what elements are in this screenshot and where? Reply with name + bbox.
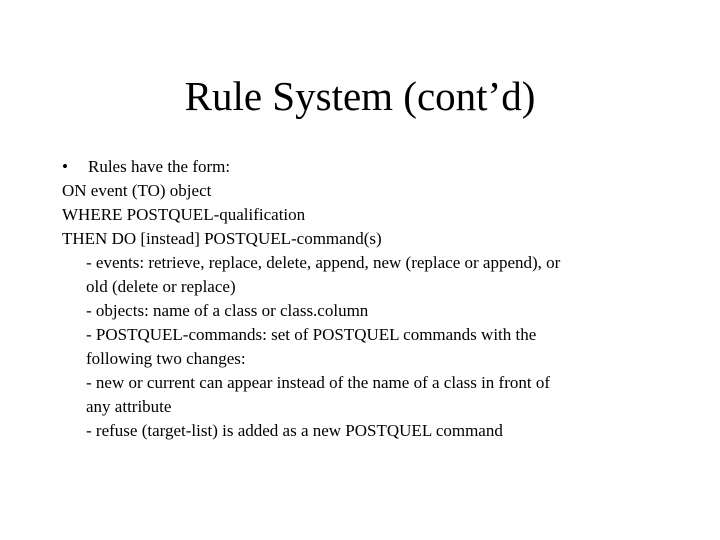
sub-item-continuation: old (delete or replace) xyxy=(86,277,236,296)
slide-title: Rule System (cont’d) xyxy=(184,73,536,119)
rule-form-on-line: ON event (TO) object xyxy=(62,181,212,200)
sub-item-line: - objects: name of a class or class.column xyxy=(86,301,369,320)
rule-form-where-line: WHERE POSTQUEL-qualification xyxy=(62,205,306,224)
sub-item-new-or-current xyxy=(62,371,662,419)
sub-item-line: - events: retrieve, replace, delete, append, new (replace or append), or xyxy=(86,253,561,272)
sub-item-line: - new or current can appear instead of the name of a class in front of xyxy=(86,373,550,392)
sub-item-events xyxy=(62,251,662,299)
sub-item-objects xyxy=(62,299,662,323)
rule-form-then-line: THEN DO [instead] POSTQUEL-command(s) xyxy=(62,229,382,248)
slide-body xyxy=(62,155,662,443)
bullet-item xyxy=(62,155,662,179)
sub-item-refuse xyxy=(62,419,662,443)
sub-item-postquel-commands xyxy=(62,323,662,371)
bullet-icon: • xyxy=(62,157,68,176)
sub-item-continuation: any attribute xyxy=(86,397,172,416)
sub-item-line: - POSTQUEL-commands: set of POSTQUEL commands with the xyxy=(86,325,537,344)
sub-item-continuation: following two changes: xyxy=(86,349,246,368)
bullet-text: Rules have the form: xyxy=(88,157,231,176)
sub-item-line: - refuse (target-list) is added as a new POSTQUEL command xyxy=(86,421,503,440)
